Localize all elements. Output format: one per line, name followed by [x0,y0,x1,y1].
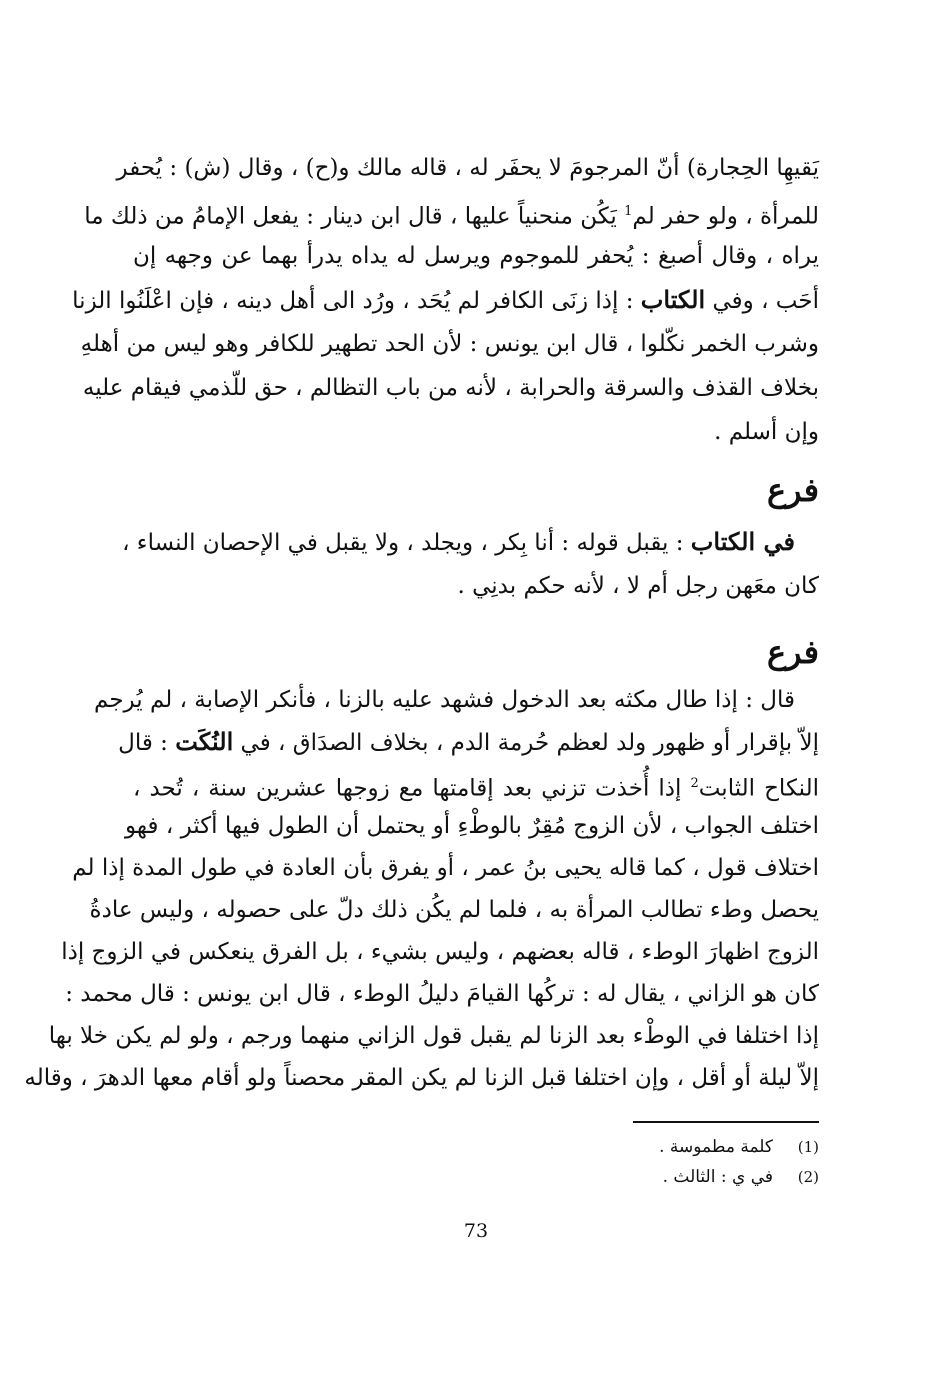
section-heading: فرع [766,633,819,671]
paragraph-line: وشرب الخمر نكّلوا ، قال ابن يونس : لأن الحد تطهير للكافر وهو ليس من أهلهِ [80,331,819,357]
section-heading: فرع [766,471,819,509]
footnote-ref: 2 [690,776,699,791]
paragraph-line: إذا اختلفا في الوطْء بعد الزنا لم يقبل قول الزاني منهما ورجم ، ولو لم يكن خلا بها [48,1023,819,1049]
paragraph-line: كان هو الزاني ، يقال له : تركُها القيامَ دليلُ الوطء ، قال ابن يونس : قال محمد : [65,981,819,1007]
paragraph-line: الزوج اظهارَ الوطء ، قاله بعضهم ، وليس بشيء ، بل الفرق ينعكس في الزوج إذا [61,939,819,965]
paragraph-line: أحَب ، وفي الكتاب : إذا زنَى الكافر لم يُحَد ، ورُد الى أهل دينه ، فإن اعْلَنُوا الزنا [72,285,819,314]
paragraph-line: بخلاف القذف والسرقة والحرابة ، لأنه من باب التظالم ، حق للّذمي فيقام عليه [82,375,819,401]
footnote-number: (1) [797,1138,819,1156]
bold-term: في الكتاب [690,527,795,556]
paragraph-line: النكاح الثابت$^2$ إذا أُخذت تزني بعد إقامتها مع زوجها عشرين سنة ، تُحد ، [133,775,819,802]
footnote-ref: 1 [624,204,633,219]
paragraph-line: وإن أسلم . [714,419,819,445]
footnote-text: كلمة مطموسة . [659,1137,773,1157]
bold-term: الكتاب [640,285,706,314]
bold-term: النُكَت [175,727,234,756]
paragraph-line: للمرأة ، ولو حفر لم$^1$ يَكُن منحنياً عليها ، قال ابن دينار : يفعل الإمامُ من ذلك ما [84,203,819,230]
footnote-divider [633,1121,819,1123]
paragraph-line: إلاّ بإقرار أو ظهور ولد لعظم حُرمة الدم ، بخلاف الصدَاق ، في النُكَت : قال [118,727,819,756]
paragraph-line: قال : إذا طال مكثه بعد الدخول فشهد عليه بالزنا ، فأنكر الإصابة ، لم يُرجم [94,687,795,713]
footnote-text: في ي : الثالث . [662,1167,773,1187]
footnote [419,1134,819,1160]
paragraph-line: اختلاف قول ، كما قاله يحيى بنُ عمر ، أو يفرق بأن العادة في طول المدة إذا لم [72,855,819,881]
paragraph-line: يَقيهِا الحِجارة) أنّ المرجومَ لا يحفَر له ، قاله مالك و(ح) ، وقال (ش) : يُحفر [116,155,819,181]
paragraph-line: اختلف الجواب ، لأن الزوج مُقِرٌ بالوطْءِ أو يحتمل أن الطول فيها أكثر ، فهو [125,813,819,839]
footnote [419,1164,819,1190]
footnote-number: (2) [797,1168,819,1186]
page-number: 73 [463,1220,489,1242]
paragraph-line: كان معَهن رجل أم لا ، لأنه حكم بدنِي . [457,573,819,599]
paragraph-line: يراه ، وقال أصبغ : يُحفر للموجوم ويرسل له يداه يدرأ بهما عن وجهه إن [133,243,819,269]
paragraph-line: في الكتاب : يقبل قوله : أنا بِكر ، ويجلد ، ولا يقبل في الإحصان النساء ، [122,527,795,556]
paragraph-line: إلاّ ليلة أو أقل ، وإن اختلفا قبل الزنا لم يكن المقر محصناً ولو أقام معها الدهرَ ، وقاله [24,1065,819,1091]
paragraph-line: يحصل وطء تطالب المرأة به ، فلما لم يكُن ذلك دلّ على حصوله ، وليس عادةُ [89,897,819,923]
